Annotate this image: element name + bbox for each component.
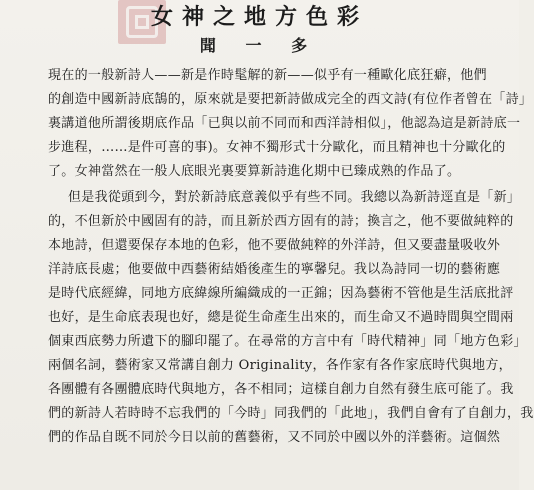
text-line: 現在的一般新詩人——新是作時髦解的新——似乎有一種歐化底狂癖，他們 [48, 68, 487, 83]
text-line: 的，不但新於中國固有的詩，而且新於西方固有的詩；換言之，他不要做純粹的 [48, 214, 514, 229]
text-line: 是時代底經緯，同地方底緯線所編織成的一正錦；因為藝術不管他是生活底批評 [48, 286, 514, 301]
text-line: 也好，是生命底表現也好，總是從生命產生出來的，而生命又不過時間與空間兩 [48, 310, 514, 325]
text-line: 兩個名詞，藝術家又常講自創力 Originality，各作家有各作家底時代與地方， [48, 358, 512, 373]
text-line: 本地詩，但還要保存本地的色彩，他不要做純粹的外洋詩，但又要盡量吸收外 [48, 238, 501, 253]
text-line: 裏講道他所謂後期底作品「已與以前不同而和西洋詩相似」，他認為這是新詩底一 [48, 116, 521, 131]
text-line: 個東西底勢力所遺下的腳印罷了。在尋常的方言中有「時代精神」同「地方色彩」 [48, 334, 527, 349]
text-line: 步進程，……是件可喜的事)。女神不獨形式十分歐化，而且精神也十分歐化的 [48, 140, 506, 155]
text-line: 但是我從頭到今，對於新詩底意義似乎有些不同。我總以為新詩逕直是「新」 [68, 190, 521, 205]
text-line: 們的新詩人若時時不忘我們的「今時」同我們的「此地」，我們自會有了自創力，我 [48, 406, 534, 421]
text-line: 了。女神當然在一般人底眼光裏要算新詩進化期中已臻成熟的作品了。 [48, 164, 461, 179]
document-title: 女神之地方色彩 [150, 4, 368, 30]
text-line: 的創造中國新詩底鵠的，原來就是要把新詩做成完全的西文詩(有位作者曾在「詩」 [48, 92, 533, 107]
text-line: 各團體有各團體底時代與地方，各不相同；這樣自創力自然有發生底可能了。我 [48, 382, 514, 397]
document-author: 聞 一 多 [199, 36, 320, 55]
text-line: 們的作品自既不同於今日以前的舊藝術，又不同於中國以外的洋藝術。這個然 [48, 430, 501, 445]
text-line: 洋詩底長處；他要做中西藝術結婚後產生的寧馨兒。我以為詩同一切的藝術應 [48, 262, 501, 277]
